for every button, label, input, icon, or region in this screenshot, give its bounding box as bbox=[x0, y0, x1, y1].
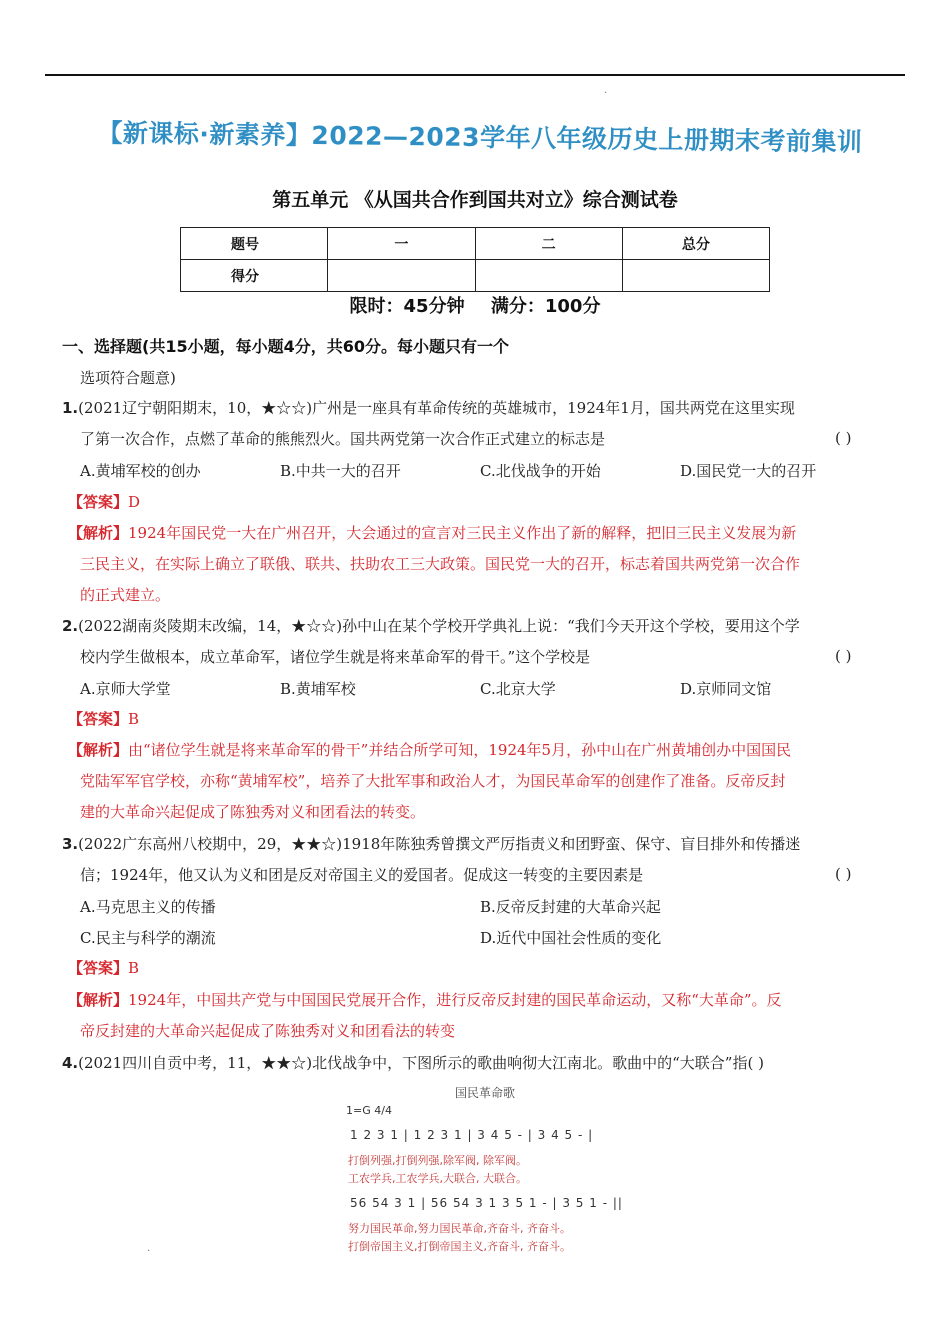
option-b: B.黄埔军校 bbox=[280, 680, 356, 698]
analysis-line2: 三民主义，在实际上确立了联俄、联共、扶助农工三大政策。国民党一大的召开，标志着国共两党第一次合作 bbox=[80, 555, 801, 573]
answer-value: D bbox=[128, 493, 141, 511]
analysis-label: 【解析】 bbox=[68, 741, 129, 759]
question-text: (2021辽宁朝阳期末，10，★☆☆)广州是一座具有革命传统的英雄城市，1924年1月，国共两党在这里实现 bbox=[78, 399, 795, 417]
answer-paren: ( ) bbox=[835, 647, 852, 665]
question-number: 1. bbox=[62, 399, 79, 417]
unit-title: 第五单元 《从国共合作到国共对立》综合测试卷 bbox=[272, 189, 678, 211]
answer-line bbox=[68, 958, 139, 978]
analysis-text: 1924年国民党一大在广州召开，大会通过的宣言对三民主义作出了新的解释，把旧三民主义发展为新 bbox=[128, 524, 797, 542]
speck: · bbox=[147, 1246, 151, 1257]
score-cell bbox=[475, 260, 622, 292]
score-table-header-row bbox=[181, 228, 770, 260]
time-limit: 限时：45分钟 bbox=[349, 296, 465, 317]
song-sheet-image bbox=[340, 1082, 640, 1262]
analysis-label: 【解析】 bbox=[68, 991, 129, 1009]
analysis-line1 bbox=[68, 990, 782, 1010]
option-d: D.国民党一大的召开 bbox=[680, 462, 817, 480]
answer-label: 【答案】 bbox=[68, 710, 129, 728]
option-b: B.中共一大的召开 bbox=[280, 462, 401, 480]
option-a: A.黄埔军校的创办 bbox=[80, 462, 201, 480]
exam-limits bbox=[0, 292, 950, 318]
song-lyric-line2: 工农学兵,工农学兵,大联合, 大联合。 bbox=[348, 1172, 527, 1185]
option-a: A.马克思主义的传播 bbox=[80, 898, 216, 916]
song-lyric-line4: 打倒帝国主义,打倒帝国主义,齐奋斗, 齐奋斗。 bbox=[348, 1240, 571, 1253]
analysis-line2: 党陆军军官学校，亦称“黄埔军校”，培养了大批军事和政治人才，为国民革命军的创建作了准备。反帝反封 bbox=[80, 772, 786, 790]
song-lyric-line3: 努力国民革命,努力国民革命,齐奋斗, 齐奋斗。 bbox=[348, 1222, 571, 1235]
analysis-text: 1924年，中国共产党与中国国民党展开合作，进行反帝反封建的国民革命运动，又称“大革命”。反 bbox=[128, 991, 782, 1009]
question-2-line2: 校内学生做根本，成立革命军，诸位学生就是将来革命军的骨干。”这个学校是 bbox=[80, 648, 591, 666]
analysis-line1 bbox=[68, 740, 791, 760]
song-key: 1=G 4/4 bbox=[346, 1104, 392, 1117]
option-a: A.京师大学堂 bbox=[80, 680, 171, 698]
question-3-line1 bbox=[62, 834, 800, 854]
question-text: (2021四川自贡中考，11，★★☆)北伐战争中，下图所示的歌曲响彻大江南北。歌曲中的“大联合”指( ) bbox=[78, 1054, 764, 1072]
answer-paren: ( ) bbox=[835, 429, 852, 447]
question-text: (2022广东高州八校期中，29，★★☆)1918年陈独秀曾撰文严厉指责义和团野蛮、保守、盲目排外和传播迷 bbox=[78, 835, 801, 853]
song-lyric-line1: 打倒列强,打倒列强,除军阀, 除军阀。 bbox=[348, 1154, 527, 1167]
answer-label: 【答案】 bbox=[68, 493, 129, 511]
option-d: D.京师同文馆 bbox=[680, 680, 772, 698]
analysis-line2: 帝反封建的大革命兴起促成了陈独秀对义和团看法的转变 bbox=[80, 1022, 456, 1040]
analysis-text: 由“诸位学生就是将来革命军的骨干”并结合所学可知，1924年5月，孙中山在广州黄埔创办中国国民 bbox=[128, 741, 792, 759]
speck: · bbox=[604, 88, 608, 99]
score-table-score-row bbox=[181, 260, 770, 292]
answer-line bbox=[68, 492, 140, 512]
option-c: C.北京大学 bbox=[480, 680, 556, 698]
question-number: 4. bbox=[62, 1054, 79, 1072]
analysis-line1 bbox=[68, 523, 796, 543]
question-1-line1 bbox=[62, 398, 795, 418]
question-1-line2: 了第一次合作，点燃了革命的熊熊烈火。国共两党第一次合作正式建立的标志是 bbox=[80, 430, 606, 448]
banner-title: 【新课标·新素养】2022—2023学年八年级历史上册期末考前集训 bbox=[97, 118, 863, 157]
analysis-line3: 建的大革命兴起促成了陈独秀对义和团看法的转变。 bbox=[80, 803, 426, 821]
answer-line bbox=[68, 709, 139, 729]
score-header-cell: 题号 bbox=[181, 228, 328, 260]
answer-paren: ( ) bbox=[835, 865, 852, 883]
option-b: B.反帝反封建的大革命兴起 bbox=[480, 898, 661, 916]
analysis-line3: 的正式建立。 bbox=[80, 586, 171, 604]
score-cell bbox=[622, 260, 769, 292]
score-cell bbox=[328, 260, 475, 292]
score-header-cell: 二 bbox=[475, 228, 622, 260]
score-row-label: 得分 bbox=[181, 260, 328, 292]
answer-value: B bbox=[128, 710, 140, 728]
question-2-line1 bbox=[62, 616, 800, 636]
question-4-line1 bbox=[62, 1053, 764, 1073]
score-header-cell: 总分 bbox=[622, 228, 769, 260]
analysis-label: 【解析】 bbox=[68, 524, 129, 542]
song-title: 国民革命歌 bbox=[455, 1086, 516, 1100]
score-table bbox=[180, 227, 770, 292]
question-3-line2: 信；1924年，他又认为义和团是反对帝国主义的爱国者。促成这一转变的主要因素是 bbox=[80, 866, 644, 884]
top-rule bbox=[45, 74, 905, 76]
score-header-cell: 一 bbox=[328, 228, 475, 260]
option-c: C.民主与科学的潮流 bbox=[80, 929, 216, 947]
full-score: 满分：100分 bbox=[490, 296, 601, 317]
option-d: D.近代中国社会性质的变化 bbox=[480, 929, 662, 947]
question-number: 3. bbox=[62, 835, 79, 853]
song-notes-line2: 56 54 3 1 | 56 54 3 1 3 5 1 - | 3 5 1 - || bbox=[350, 1196, 623, 1210]
section-subtitle: 选项符合题意) bbox=[80, 369, 176, 387]
section-title: 一、选择题(共15小题，每小题4分，共60分。每小题只有一个 bbox=[62, 337, 509, 356]
question-number: 2. bbox=[62, 617, 79, 635]
song-notes-line1: 1 2 3 1 | 1 2 3 1 | 3 4 5 - | 3 4 5 - | bbox=[350, 1128, 594, 1142]
answer-value: B bbox=[128, 959, 140, 977]
question-text: (2022湖南炎陵期末改编，14，★☆☆)孙中山在某个学校开学典礼上说：“我们今天开这个学校，要用这个学 bbox=[78, 617, 800, 635]
answer-label: 【答案】 bbox=[68, 959, 129, 977]
option-c: C.北伐战争的开始 bbox=[480, 462, 601, 480]
